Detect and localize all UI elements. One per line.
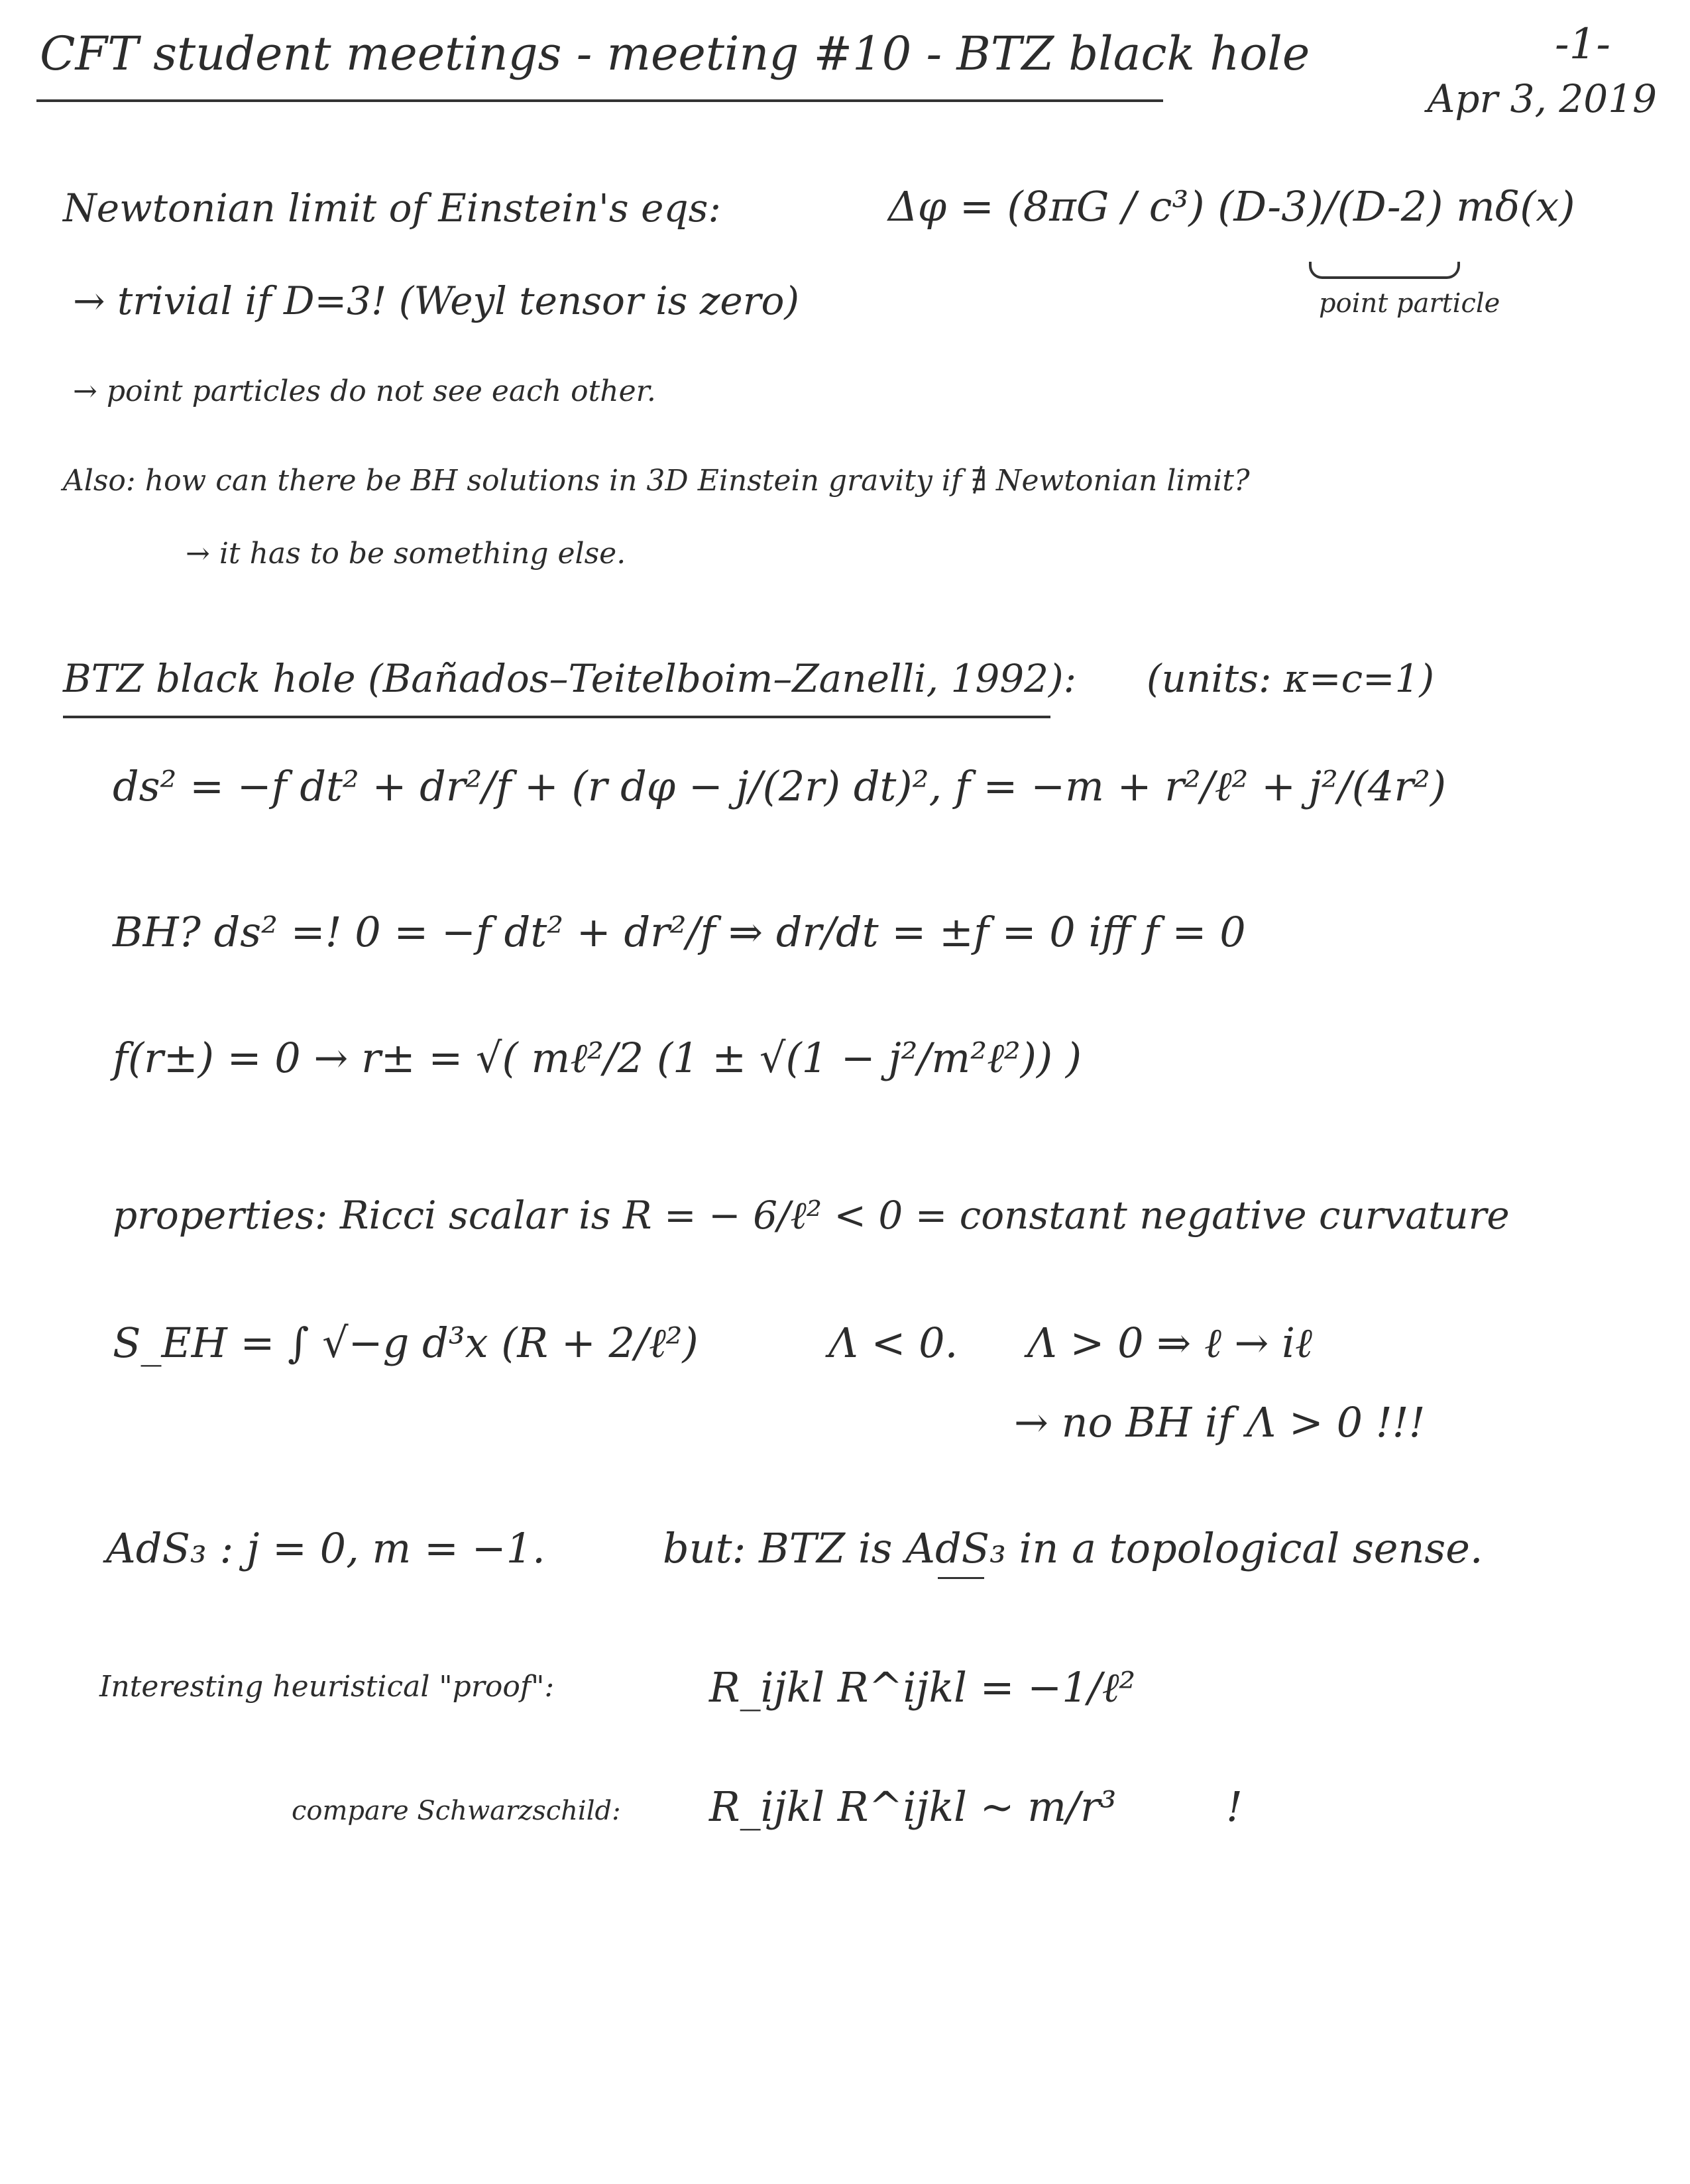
page-title: CFT student meetings - meeting #10 - BTZ black hole	[40, 27, 1310, 81]
lambda-positive: Λ > 0 ⇒ ℓ → iℓ	[1027, 1319, 1312, 1367]
is-underline	[938, 1577, 984, 1579]
no-bh-line: → no BH if Λ > 0 !!!	[1014, 1398, 1426, 1447]
newtonian-equation: Δφ = (8πG / c³) (D-3)/(D-2) mδ(x)	[888, 182, 1575, 231]
bh-condition: BH? ds² =! 0 = −f dt² + dr²/f ⇒ dr/dt = ±f = 0 iff f = 0	[113, 908, 1246, 956]
action-equation: S_EH = ∫ √−g d³x (R + 2/ℓ²)	[113, 1319, 699, 1367]
title-underline	[36, 99, 1163, 102]
topological-line: but: BTZ is AdS₃ in a topological sense.	[663, 1524, 1483, 1572]
no-see-line: → point particles do not see each other.	[73, 374, 656, 408]
point-particle-note: point particle	[1319, 288, 1500, 319]
riemann-schwarzschild: R_ijkl R^ijkl ~ m/r³	[709, 1782, 1117, 1831]
exclamation: !	[1226, 1782, 1243, 1831]
compare-label: compare Schwarzschild:	[292, 1796, 621, 1826]
properties-line: properties: Ricci scalar is R = − 6/ℓ² < 0 = constant negative curvature	[113, 1193, 1510, 1238]
riemann-btz: R_ijkl R^ijkl = −1/ℓ²	[709, 1663, 1136, 1712]
lambda-negative: Λ < 0.	[828, 1319, 958, 1367]
also-line: Also: how can there be BH solutions in 3D Einstein gravity if ∄ Newtonian limit?	[63, 464, 1250, 498]
btz-heading: BTZ black hole (Bañados–Teitelboim–Zanelli, 1992):	[63, 656, 1077, 701]
page-number: -1-	[1555, 20, 1610, 69]
point-particle-brace	[1309, 262, 1460, 279]
units-note: (units: κ=c=1)	[1147, 656, 1435, 701]
metric-equation: ds² = −f dt² + dr²/f + (r dφ − j/(2r) dt)², f = −m + r²/ℓ² + j²/(4r²)	[113, 762, 1447, 810]
newtonian-label: Newtonian limit of Einstein's eqs:	[63, 186, 721, 231]
heuristic-label: Interesting heuristical "proof":	[99, 1670, 555, 1704]
ads3-line: AdS₃ : j = 0, m = −1.	[106, 1524, 545, 1572]
trivial-line: → trivial if D=3! (Weyl tensor is zero)	[73, 278, 800, 323]
horizon-equation: f(r±) = 0 → r± = √( mℓ²/2 (1 ± √(1 − j²/m²ℓ²)) )	[113, 1034, 1082, 1082]
date: Apr 3, 2019	[1427, 76, 1657, 121]
else-line: → it has to be something else.	[186, 537, 626, 571]
btz-heading-underline	[63, 716, 1050, 718]
